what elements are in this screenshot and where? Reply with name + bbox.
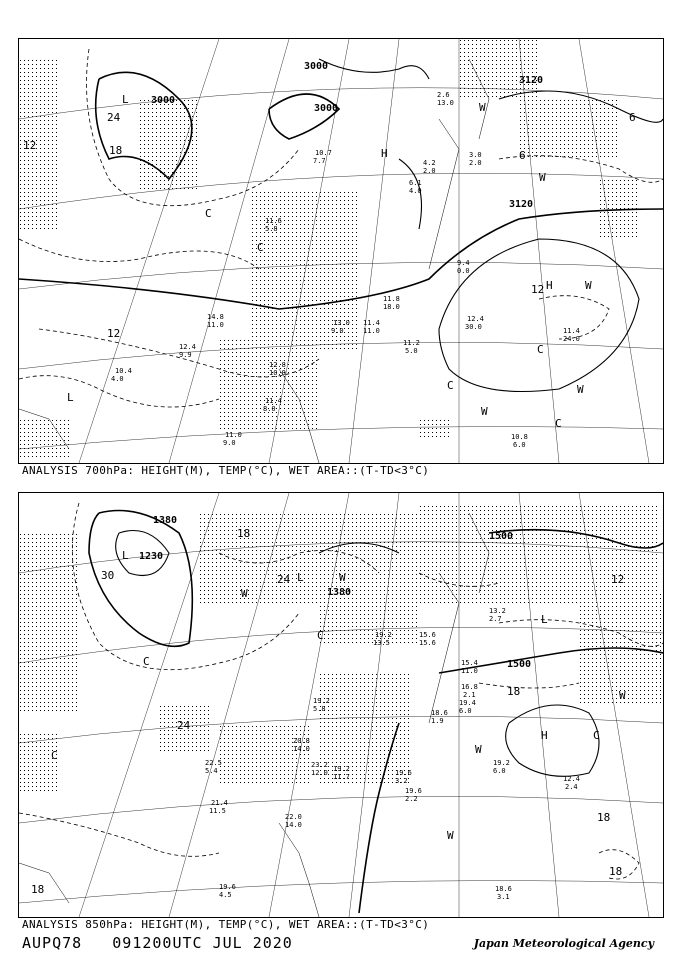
station-plot xyxy=(383,295,400,311)
svg-text:19.6: 19.6 xyxy=(395,769,412,777)
cold-marker: C xyxy=(447,379,454,392)
svg-text:3.1: 3.1 xyxy=(497,893,510,901)
chart-code: AUPQ78 xyxy=(22,934,83,952)
station-plot xyxy=(465,315,484,331)
high-marker: H xyxy=(546,279,553,292)
svg-text:11.0: 11.0 xyxy=(207,321,224,329)
warm-marker: W xyxy=(539,171,546,184)
temp-label: 18 xyxy=(109,144,123,157)
svg-text:16.8: 16.8 xyxy=(461,683,478,691)
temp-label: 12 xyxy=(531,283,545,296)
svg-text:10.8: 10.8 xyxy=(511,433,528,441)
svg-text:6.0: 6.0 xyxy=(513,441,526,449)
station-plot xyxy=(395,769,412,785)
svg-text:13.2: 13.2 xyxy=(489,607,506,615)
svg-text:30.0: 30.0 xyxy=(465,323,482,331)
low-marker: L xyxy=(122,93,129,106)
station-plot xyxy=(423,159,436,175)
height-label: 1230 xyxy=(139,551,164,562)
warm-marker: W xyxy=(447,829,454,842)
map-700hpa-svg xyxy=(19,39,663,463)
station-plot xyxy=(437,91,454,107)
height-label: 1500 xyxy=(507,659,532,670)
svg-text:10.7: 10.7 xyxy=(315,149,332,157)
station-plot xyxy=(495,885,512,901)
panel-caption-700hpa: ANALYSIS 700hPa: HEIGHT(M), TEMP(°C), WET AREA::(T-TD<3°C) xyxy=(22,464,430,477)
chart-header xyxy=(22,934,293,952)
svg-text:12.4: 12.4 xyxy=(179,343,196,351)
svg-text:5.8: 5.8 xyxy=(313,705,326,713)
station-plot xyxy=(461,659,478,675)
height-label: 1380 xyxy=(153,515,178,526)
svg-text:11.4: 11.4 xyxy=(265,397,282,405)
temp-label: 24 xyxy=(177,719,191,732)
svg-text:9.4: 9.4 xyxy=(457,259,470,267)
svg-text:2.0: 2.0 xyxy=(469,159,482,167)
panel-caption-850hpa: ANALYSIS 850hPa: HEIGHT(M), TEMP(°C), WET AREA::(T-TD<3°C) xyxy=(22,918,430,931)
svg-text:19.2: 19.2 xyxy=(375,631,392,639)
station-plot xyxy=(311,761,328,777)
station-plot xyxy=(405,787,422,803)
station-plot xyxy=(373,631,392,647)
svg-text:19.6: 19.6 xyxy=(219,883,236,891)
station-plot xyxy=(469,151,482,167)
svg-text:19.2: 19.2 xyxy=(313,697,330,705)
temp-label: 6 xyxy=(629,111,636,124)
station-plot xyxy=(269,361,286,377)
warm-marker: W xyxy=(481,405,488,418)
svg-text:3.2: 3.2 xyxy=(395,777,408,785)
height-label: 3000 xyxy=(151,95,176,106)
station-plot xyxy=(459,699,476,715)
station-plot xyxy=(419,631,436,647)
cold-marker: C xyxy=(555,417,562,430)
svg-text:11.0: 11.0 xyxy=(461,667,478,675)
svg-text:7.7: 7.7 xyxy=(313,157,326,165)
svg-text:4.5: 4.5 xyxy=(219,891,232,899)
temp-label: 24 xyxy=(277,573,291,586)
svg-text:9.0: 9.0 xyxy=(331,327,344,335)
svg-text:11.8: 11.8 xyxy=(383,295,400,303)
svg-text:10.0: 10.0 xyxy=(269,369,286,377)
svg-text:19.4: 19.4 xyxy=(459,699,476,707)
svg-text:18.0: 18.0 xyxy=(383,303,400,311)
svg-text:14.0: 14.0 xyxy=(285,821,302,829)
height-label: 3000 xyxy=(314,103,339,114)
svg-text:14.0: 14.0 xyxy=(293,745,310,753)
temp-label: 18 xyxy=(609,865,623,878)
svg-text:5.0: 5.0 xyxy=(405,347,418,355)
svg-text:14.8: 14.8 xyxy=(207,313,224,321)
issue-time: 091200UTC JUL 2020 xyxy=(112,934,293,952)
temp-label: 6 xyxy=(519,149,526,162)
station-plot xyxy=(409,179,422,195)
svg-text:4.2: 4.2 xyxy=(423,159,436,167)
station-plot xyxy=(313,149,332,165)
svg-text:13.5: 13.5 xyxy=(373,639,390,647)
svg-text:12.0: 12.0 xyxy=(311,769,328,777)
high-marker: H xyxy=(381,147,388,160)
svg-text:2.6: 2.6 xyxy=(437,91,450,99)
station-plot xyxy=(461,683,478,699)
svg-text:3.0: 3.0 xyxy=(469,151,482,159)
svg-text:23.2: 23.2 xyxy=(311,761,328,769)
warm-marker: W xyxy=(585,279,592,292)
temp-label: 12 xyxy=(107,327,121,340)
svg-text:4.0: 4.0 xyxy=(409,187,422,195)
station-plot xyxy=(219,883,236,899)
svg-text:8.0: 8.0 xyxy=(263,405,276,413)
height-label: 3000 xyxy=(304,61,329,72)
svg-text:13.0: 13.0 xyxy=(437,99,454,107)
cold-marker: C xyxy=(593,729,600,742)
svg-text:11.6: 11.6 xyxy=(265,217,282,225)
svg-text:18.6: 18.6 xyxy=(495,885,512,893)
svg-text:15.6: 15.6 xyxy=(419,631,436,639)
cold-marker: C xyxy=(317,629,324,642)
station-plot xyxy=(493,759,510,775)
map-panel-700hpa xyxy=(18,38,664,464)
svg-text:11.4: 11.4 xyxy=(563,327,580,335)
svg-text:2.1: 2.1 xyxy=(463,691,476,699)
station-plot xyxy=(563,327,580,343)
station-plot xyxy=(223,431,242,447)
svg-text:4.0: 4.0 xyxy=(111,375,124,383)
svg-text:6.1: 6.1 xyxy=(409,179,422,187)
temp-label: 18 xyxy=(507,685,521,698)
station-plot xyxy=(293,737,310,753)
svg-text:2.0: 2.0 xyxy=(423,167,436,175)
svg-text:19.6: 19.6 xyxy=(405,787,422,795)
svg-text:22.0: 22.0 xyxy=(285,813,302,821)
temp-label: 18 xyxy=(31,883,45,896)
temp-label: 30 xyxy=(101,569,115,582)
svg-text:10.4: 10.4 xyxy=(115,367,132,375)
svg-text:21.4: 21.4 xyxy=(211,799,228,807)
station-plot xyxy=(285,813,302,829)
map-850hpa-svg xyxy=(19,493,663,917)
station-plot xyxy=(457,259,470,275)
cold-marker: C xyxy=(257,241,264,254)
svg-text:5.8: 5.8 xyxy=(265,225,278,233)
svg-text:2.7: 2.7 xyxy=(489,615,502,623)
svg-text:5.4: 5.4 xyxy=(205,767,218,775)
svg-text:13.0: 13.0 xyxy=(333,319,350,327)
temp-label: 24 xyxy=(107,111,121,124)
svg-text:11.2: 11.2 xyxy=(403,339,420,347)
svg-text:2.2: 2.2 xyxy=(405,795,418,803)
svg-text:11.5: 11.5 xyxy=(209,807,226,815)
warm-marker: W xyxy=(339,571,346,584)
svg-text:12.4: 12.4 xyxy=(467,315,484,323)
station-plot xyxy=(563,775,580,791)
svg-text:20.8: 20.8 xyxy=(293,737,310,745)
warm-marker: W xyxy=(619,689,626,702)
station-plot xyxy=(209,799,228,815)
low-marker: L xyxy=(541,613,548,626)
warm-marker: W xyxy=(577,383,584,396)
station-plot xyxy=(207,313,224,329)
station-plot xyxy=(489,607,506,623)
station-plot xyxy=(333,765,350,781)
temp-label: 12 xyxy=(23,139,37,152)
station-plot xyxy=(179,343,196,359)
map-panel-850hpa xyxy=(18,492,664,918)
warm-marker: W xyxy=(241,587,248,600)
svg-text:24.0: 24.0 xyxy=(563,335,580,343)
svg-text:2.4: 2.4 xyxy=(565,783,578,791)
station-plot xyxy=(511,433,528,449)
svg-text:11.7: 11.7 xyxy=(333,773,350,781)
svg-text:19.2: 19.2 xyxy=(333,765,350,773)
agency-name: Japan Meteorological Agency xyxy=(473,937,654,950)
svg-text:15.4: 15.4 xyxy=(461,659,478,667)
cold-marker: C xyxy=(51,749,58,762)
svg-text:19.2: 19.2 xyxy=(493,759,510,767)
high-marker: H xyxy=(541,729,548,742)
svg-text:1.9: 1.9 xyxy=(431,717,444,725)
svg-text:22.5: 22.5 xyxy=(205,759,222,767)
temp-label: 18 xyxy=(597,811,611,824)
wet-area xyxy=(19,39,639,459)
height-label: 1500 xyxy=(489,531,514,542)
cold-marker: C xyxy=(205,207,212,220)
temp-label: 18 xyxy=(237,527,251,540)
warm-marker: W xyxy=(479,101,486,114)
svg-text:9.9: 9.9 xyxy=(179,351,192,359)
svg-text:0.0: 0.0 xyxy=(457,267,470,275)
svg-text:18.6: 18.6 xyxy=(431,709,448,717)
station-plot xyxy=(111,367,132,383)
svg-text:11.0: 11.0 xyxy=(225,431,242,439)
svg-text:15.6: 15.6 xyxy=(419,639,436,647)
cold-marker: C xyxy=(537,343,544,356)
svg-text:9.0: 9.0 xyxy=(223,439,236,447)
station-plot xyxy=(403,339,420,355)
temp-label: 12 xyxy=(611,573,625,586)
svg-text:12.4: 12.4 xyxy=(563,775,580,783)
warm-marker: W xyxy=(475,743,482,756)
svg-text:12.8: 12.8 xyxy=(269,361,286,369)
height-label: 3120 xyxy=(509,199,534,210)
station-plot xyxy=(431,709,448,725)
svg-text:11.0: 11.0 xyxy=(363,327,380,335)
svg-text:6.0: 6.0 xyxy=(493,767,506,775)
svg-text:11.4: 11.4 xyxy=(363,319,380,327)
cold-marker: C xyxy=(143,655,150,668)
low-marker: L xyxy=(297,571,304,584)
station-plot xyxy=(363,319,380,335)
svg-text:6.0: 6.0 xyxy=(459,707,472,715)
low-marker: L xyxy=(67,391,74,404)
height-label: 3120 xyxy=(519,75,544,86)
height-label: 1380 xyxy=(327,587,352,598)
low-marker: L xyxy=(122,549,129,562)
